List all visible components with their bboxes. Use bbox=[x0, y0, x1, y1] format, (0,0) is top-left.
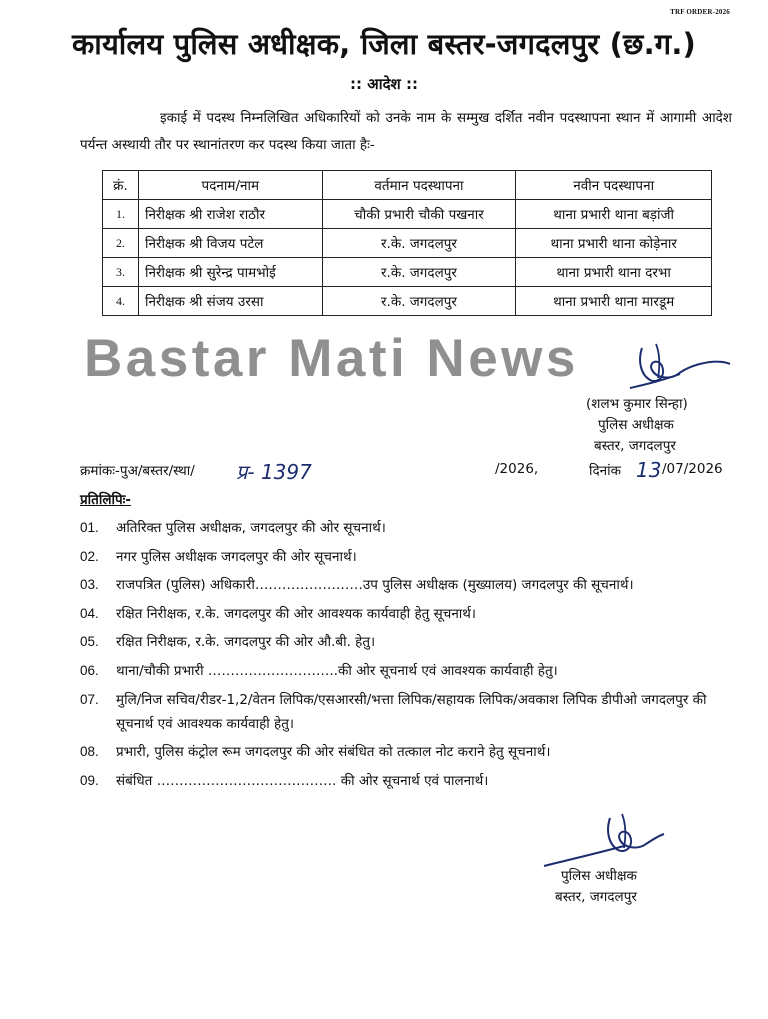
cell-new-posting: थाना प्रभारी थाना दरभा bbox=[516, 258, 712, 287]
date-label: दिनांक bbox=[589, 463, 622, 479]
cell-serial: 2. bbox=[103, 229, 139, 258]
signature-mark-2 bbox=[540, 812, 675, 872]
cell-current-posting: र.के. जगदलपुर bbox=[322, 287, 516, 316]
table-row bbox=[103, 258, 712, 287]
list-item-text: रक्षित निरीक्षक, र.के. जगदलपुर की ओर आवश्यक कार्यवाही हेतु सूचनार्थ। bbox=[116, 605, 477, 622]
list-item bbox=[80, 516, 740, 540]
date-day-handwritten: 13 bbox=[636, 458, 662, 482]
header-current-posting: वर्तमान पदस्थापना bbox=[322, 171, 516, 200]
list-item-number: 05. bbox=[80, 634, 99, 650]
list-item-text: राजपत्रित (पुलिस) अधिकारी……………………उप पुलिस अधीक्षक (मुख्यालय) जगदलपुर की सूचनार्थ। bbox=[116, 577, 634, 594]
list-item bbox=[80, 545, 740, 569]
copy-to-list bbox=[80, 516, 740, 797]
cell-new-posting: थाना प्रभारी थाना मारडूम bbox=[516, 287, 712, 316]
date-month-year: /07/2026 bbox=[662, 461, 723, 477]
table-row bbox=[103, 287, 712, 316]
list-item bbox=[80, 769, 740, 793]
list-item-text: नगर पुलिस अधीक्षक जगदलपुर की ओर सूचनार्थ। bbox=[116, 548, 357, 565]
list-item-number: 01. bbox=[80, 520, 99, 535]
list-item bbox=[80, 602, 740, 626]
list-item bbox=[80, 740, 740, 764]
list-item-number: 04. bbox=[80, 605, 99, 621]
list-item-number: 06. bbox=[80, 662, 99, 678]
order-body bbox=[80, 105, 732, 159]
list-item-text: मुलि/निज सचिव/रीडर-1,2/वेतन लिपिक/एसआरसी/भत्ता लिपिक/सहायक लिपिक/अवकाश लिपिक डीपीओ जगदलपुर की सूचनार्थ एवं आवश्यक कार्यवाही हेतु। bbox=[116, 691, 707, 732]
list-item-text: संबंधित …………………………………. की ओर सूचनार्थ एवं पालनार्थ। bbox=[116, 772, 489, 789]
cell-name: निरीक्षक श्री राजेश राठौर bbox=[138, 200, 322, 229]
list-item-text: रक्षित निरीक्षक, र.के. जगदलपुर की ओर औ.बी. हेतु। bbox=[116, 634, 376, 651]
posting-table bbox=[102, 170, 712, 316]
header-new-posting: नवीन पदस्थापना bbox=[516, 171, 712, 200]
cell-serial: 4. bbox=[103, 287, 139, 316]
signature-block-top bbox=[586, 394, 688, 457]
list-item-text: प्रभारी, पुलिस कंट्रोल रूम जगदलपुर की ओर संबंधित को तत्काल नोट कराने हेतु सूचनार्थ। bbox=[116, 744, 551, 761]
list-item-text: थाना/चौकी प्रभारी ………………………..की ओर सूचनार्थ एवं आवश्यक कार्यवाही हेतु। bbox=[116, 662, 558, 679]
cell-current-posting: चौकी प्रभारी चौकी पखनार bbox=[322, 200, 516, 229]
table-row bbox=[103, 229, 712, 258]
cell-serial: 1. bbox=[103, 200, 139, 229]
list-item-number: 08. bbox=[80, 744, 99, 760]
cell-serial: 3. bbox=[103, 258, 139, 287]
header-serial: क्रं. bbox=[103, 171, 139, 200]
list-item bbox=[80, 573, 740, 597]
list-item bbox=[80, 630, 740, 654]
office-title: कार्यालय पुलिस अधीक्षक, जिला बस्तर-जगदलपुर (छ.ग.) bbox=[71, 27, 696, 61]
cell-new-posting: थाना प्रभारी थाना बड़ांजी bbox=[516, 200, 712, 229]
list-item bbox=[80, 659, 740, 683]
list-item-number: 02. bbox=[80, 548, 99, 564]
list-item-text: अतिरिक्त पुलिस अधीक्षक, जगदलपुर की ओर सूचनार्थ। bbox=[116, 520, 386, 536]
cell-name: निरीक्षक श्री विजय पटेल bbox=[138, 229, 322, 258]
reference-number-label: क्रमांकः-पुअ/बस्तर/स्था/ bbox=[80, 463, 195, 479]
order-body-text: इकाई में पदस्थ निम्नलिखित अधिकारियों को उनके नाम के सम्मुख दर्शित नवीन पदस्थापना स्थान में आगामी आदेश पर्यन्त अस्थायी तौर पर स्थानांतरण कर पदस्थ किया जाता हैः- bbox=[80, 110, 732, 153]
cell-name: निरीक्षक श्री सुरेन्द्र पामभोई bbox=[138, 258, 322, 287]
copy-to-title: प्रतिलिपिः- bbox=[80, 492, 132, 508]
signatory-location: बस्तर, जगदलपुर bbox=[594, 438, 676, 454]
cell-new-posting: थाना प्रभारी थाना कोड़ेनार bbox=[516, 229, 712, 258]
signatory-location: बस्तर, जगदलपुर bbox=[555, 889, 637, 905]
signatory-designation: पुलिस अधीक्षक bbox=[561, 868, 637, 884]
list-item-number: 07. bbox=[80, 691, 99, 707]
cell-current-posting: र.के. जगदलपुर bbox=[322, 258, 516, 287]
cell-name: निरीक्षक श्री संजय उरसा bbox=[138, 287, 322, 316]
signature-block-bottom bbox=[555, 866, 637, 908]
watermark-text: Bastar Mati News bbox=[84, 329, 579, 388]
list-item-number: 09. bbox=[80, 772, 99, 788]
table-header-row bbox=[103, 171, 712, 200]
top-reference: TRF ORDER-2026 bbox=[670, 8, 730, 16]
list-item bbox=[80, 688, 740, 736]
signatory-name: (शलभ कुमार सिन्हा) bbox=[586, 396, 688, 412]
reference-line bbox=[80, 458, 740, 484]
list-item-number: 03. bbox=[80, 577, 99, 593]
table-row bbox=[103, 200, 712, 229]
order-title: :: आदेश :: bbox=[350, 75, 418, 93]
cell-current-posting: र.के. जगदलपुर bbox=[322, 229, 516, 258]
reference-year: /2026, bbox=[495, 461, 539, 477]
signature-mark-1 bbox=[600, 340, 735, 400]
reference-number-handwritten: प्र- 1397 bbox=[236, 460, 312, 484]
header-name: पदनाम/नाम bbox=[138, 171, 322, 200]
signatory-designation: पुलिस अधीक्षक bbox=[598, 417, 674, 433]
